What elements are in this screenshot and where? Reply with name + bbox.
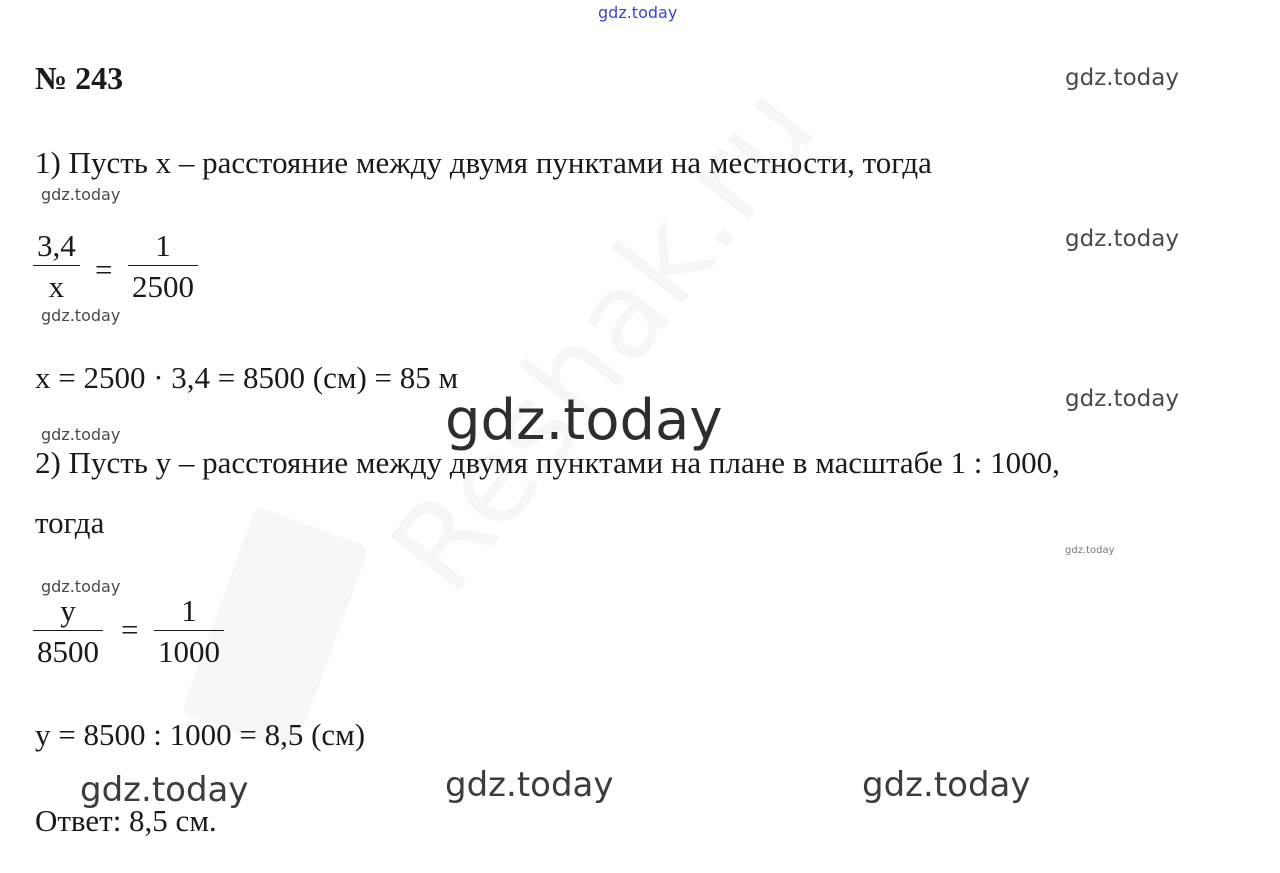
watermark-large-center: gdz.today xyxy=(445,388,723,453)
eq1-left-numerator: 3,4 xyxy=(37,228,76,263)
eq1-left-denominator: x xyxy=(48,269,65,304)
eq2-right-bar xyxy=(154,630,224,631)
watermark-2: gdz.today xyxy=(41,185,121,204)
eq2-left-denominator: 8500 xyxy=(37,634,99,669)
watermark-1: gdz.today xyxy=(1065,65,1179,91)
eq2-right-fraction xyxy=(154,595,224,667)
eq2-left-bar xyxy=(33,630,103,631)
watermark-9: gdz.today xyxy=(80,770,249,810)
step2-text: 2) Пусть у – расстояние между двумя пунктами на плане в масштабе 1 : 1000, xyxy=(35,445,1060,480)
watermark-7: gdz.today xyxy=(1065,545,1115,556)
eq1-left-fraction xyxy=(33,230,80,302)
step1-text: 1) Пусть х – расстояние между двумя пунктами на местности, тогда xyxy=(35,145,932,180)
eq2-sign: = xyxy=(121,612,139,647)
watermark-5: gdz.today xyxy=(1065,386,1179,412)
eq1-right-numerator: 1 xyxy=(155,228,171,263)
step1-result: х = 2500 · 3,4 = 8500 (см) = 85 м xyxy=(35,360,459,395)
eq2-right-numerator: 1 xyxy=(181,593,197,628)
eq2-right-denominator: 1000 xyxy=(158,634,220,669)
watermark-4: gdz.today xyxy=(41,306,121,325)
watermark-8: gdz.today xyxy=(41,577,121,596)
watermark-top: gdz.today xyxy=(598,3,678,22)
eq1-left-bar xyxy=(33,265,80,266)
eq1-right-denominator: 2500 xyxy=(132,269,194,304)
problem-title: № 243 xyxy=(35,60,124,96)
watermark-6: gdz.today xyxy=(41,425,121,444)
eq1-sign: = xyxy=(95,252,113,287)
watermark-10: gdz.today xyxy=(445,765,614,805)
step2-continuation: тогда xyxy=(35,505,105,540)
eq1-right-bar xyxy=(128,265,198,266)
eq1-right-fraction xyxy=(128,230,198,302)
answer: Ответ: 8,5 см. xyxy=(35,803,217,838)
watermark-11: gdz.today xyxy=(862,765,1031,805)
watermark-3: gdz.today xyxy=(1065,226,1179,252)
eq2-left-numerator: у xyxy=(60,593,76,628)
step2-result: у = 8500 : 1000 = 8,5 (см) xyxy=(35,717,366,752)
eq2-left-fraction xyxy=(33,595,103,667)
